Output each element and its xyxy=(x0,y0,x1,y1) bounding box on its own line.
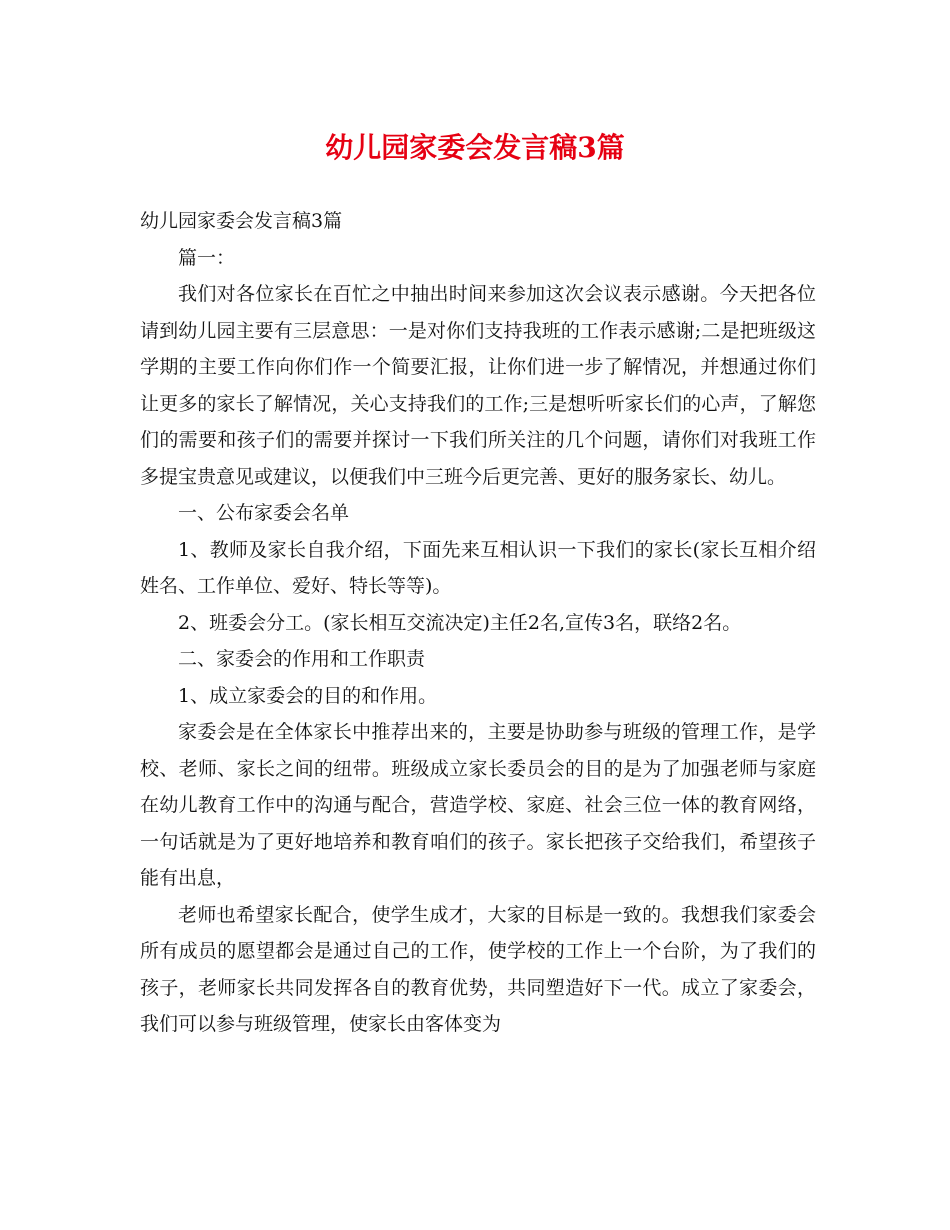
paragraph-purpose-heading: 1、成立家委会的目的和作用。 xyxy=(178,684,438,707)
document-title: 幼儿园家委会发言稿3篇 xyxy=(325,131,625,164)
paragraph-opening-thanks: 我们对各位家长在百忙之中抽出时间来参加这次会议表示感谢。今天把各位请到幼儿园主要有三层意思：一是对你们支持我班的工作表示感谢;二是把班级这学期的主要工作向你们作一个简要汇报，让你们进一步了解情况，并想通过你们让更多的家长了解情况，关心支持我们的工作;三是想听听家长们的心声，了解您们的需要和孩子们的需要并探讨一下我们所关注的几个问题，请你们对我班工作多提宝贵意见或建议，以便我们中三班今后更完善、更好的服务家长、幼儿。 xyxy=(140,283,816,488)
paragraph-committee-role: 家委会是在全体家长中推荐出来的，主要是协助参与班级的管理工作，是学校、老师、家长之间的纽带。班级成立家长委员会的目的是为了加强老师与家庭在幼儿教育工作中的沟通与配合，营造学校、家庭、社会三位一体的教育网络，一句话就是为了更好地培养和教育咱们的孩子。家长把孩子交给我们，希望孩子能有出息， xyxy=(140,721,816,889)
paragraph-subtitle: 幼儿园家委会发言稿3篇 xyxy=(140,210,343,232)
paragraph-committee-division: 2、班委会分工。(家长相互交流决定)主任2名,宣传3名，联络2名。 xyxy=(178,611,742,634)
paragraph-shared-goal: 老师也希望家长配合，使学生成才，大家的目标是一致的。我想我们家委会所有成员的愿望都会是通过自己的工作，使学校的工作上一个台阶，为了我们的孩子，老师家长共同发挥各自的教育优势，共同塑造好下一代。成立了家委会，我们可以参与班级管理，使家长由客体变为 xyxy=(140,903,816,1035)
paragraph-part-one-heading: 篇一： xyxy=(178,246,236,269)
paragraph-section-one-heading: 一、公布家委会名单 xyxy=(178,502,350,524)
document-body xyxy=(140,203,816,1043)
paragraph-section-two-heading: 二、家委会的作用和工作职责 xyxy=(178,648,426,670)
paragraph-self-introduction: 1、教师及家长自我介绍，下面先来互相认识一下我们的家长(家长互相介绍姓名、工作单位、爱好、特长等等)。 xyxy=(140,538,816,597)
